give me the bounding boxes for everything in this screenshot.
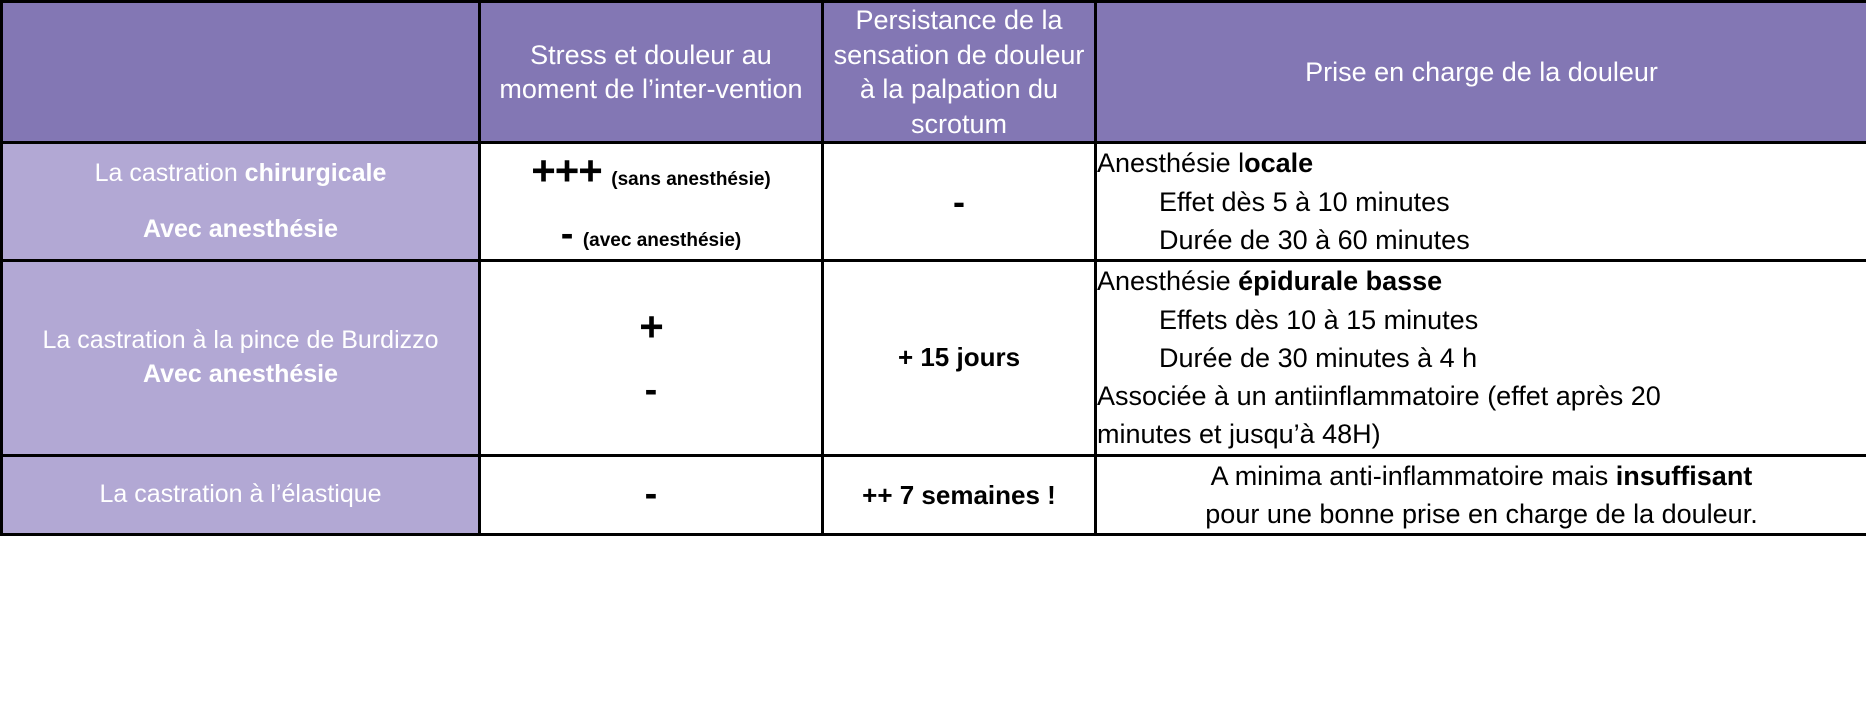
care-detail-duration: Durée de 30 minutes à 4 h bbox=[1159, 342, 1478, 373]
header-cell-pain-management: Prise en charge de la douleur bbox=[1096, 2, 1866, 143]
header-cell-persistence: Persistance de la sensation de douleur à la palpation du scrotum bbox=[823, 2, 1096, 143]
row-label-text: La castration à l’élastique bbox=[99, 480, 382, 509]
care-title-prefix: Anesthésie bbox=[1097, 266, 1239, 297]
stress-score-minus: - bbox=[644, 473, 658, 516]
stress-cell-burdizzo bbox=[480, 261, 823, 456]
care-title-prefix: Anesthésie l bbox=[1097, 148, 1245, 179]
row-label-with-anesthesia: Avec anesthésie bbox=[142, 359, 339, 388]
row-label-with-anesthesia: Avec anesthésie bbox=[142, 214, 339, 243]
care-cell-surgical bbox=[1096, 143, 1866, 261]
care-elastic-line1 bbox=[1097, 457, 1866, 495]
persistence-value: - bbox=[953, 180, 965, 222]
table-row bbox=[2, 455, 1866, 535]
row-label-text: La castration bbox=[94, 158, 245, 187]
care-elastic-bold: insuffisant bbox=[1615, 460, 1753, 491]
care-detail-onset: Effet dès 5 à 10 minutes bbox=[1159, 186, 1450, 217]
care-cell-burdizzo bbox=[1096, 261, 1866, 456]
persistence-value: ++ 7 semaines ! bbox=[862, 479, 1056, 510]
header-cell-stress: Stress et douleur au moment de l’inter-vention bbox=[480, 2, 823, 143]
stress-line-with-anesthesia bbox=[481, 212, 821, 258]
stress-cell-elastic bbox=[480, 455, 823, 535]
row-label-spacer bbox=[3, 191, 478, 213]
stress-note-no-anesthesia: (sans anesthésie) bbox=[611, 168, 771, 190]
care-elastic-line2: pour une bonne prise en charge de la douleur. bbox=[1205, 499, 1758, 530]
care-detail-duration: Durée de 30 à 60 minutes bbox=[1159, 224, 1470, 255]
stress-line-single bbox=[481, 472, 821, 518]
table-row bbox=[2, 143, 1866, 261]
stress-line-no-anesthesia bbox=[481, 302, 821, 352]
stress-score-plus: + bbox=[639, 303, 663, 350]
table-row bbox=[2, 261, 1866, 456]
stress-score-minus: - bbox=[560, 213, 574, 256]
stress-score-minus: - bbox=[644, 369, 658, 412]
care-title-epidural bbox=[1097, 262, 1866, 300]
stress-line-no-anesthesia bbox=[481, 146, 821, 196]
persistence-value: + 15 jours bbox=[897, 342, 1021, 373]
stress-note-with-anesthesia: (avec anesthésie) bbox=[582, 230, 742, 252]
row-label-burdizzo bbox=[2, 261, 480, 456]
persistence-cell-burdizzo bbox=[823, 261, 1096, 456]
persistence-cell-elastic bbox=[823, 455, 1096, 535]
care-cell-elastic bbox=[1096, 455, 1866, 535]
care-detail-antiinflammatory-line1: Associée à un antiinflammatoire (effet après 20 bbox=[1097, 381, 1661, 412]
row-label-emphasis: chirurgicale bbox=[244, 158, 387, 187]
care-detail-onset: Effets dès 10 à 15 minutes bbox=[1159, 304, 1479, 335]
table-header-row bbox=[2, 2, 1866, 143]
care-detail-antiinflammatory-line2: minutes et jusqu’à 48H) bbox=[1097, 419, 1381, 450]
care-title-bold: épidurale basse bbox=[1238, 266, 1443, 297]
row-label-text: La castration à la pince de Burdizzo bbox=[42, 326, 439, 355]
care-title-local bbox=[1097, 144, 1866, 182]
stress-cell-surgical bbox=[480, 143, 823, 261]
header-cell-empty bbox=[2, 2, 480, 143]
stress-line-with-anesthesia bbox=[481, 368, 821, 414]
persistence-cell-surgical bbox=[823, 143, 1096, 261]
row-label-surgical bbox=[2, 143, 480, 261]
row-label-elastic bbox=[2, 455, 480, 535]
care-title-bold: ocale bbox=[1244, 148, 1314, 179]
care-elastic-prefix: A minima anti-inflammatoire mais bbox=[1210, 460, 1616, 491]
stress-score-plus: +++ bbox=[531, 146, 602, 194]
